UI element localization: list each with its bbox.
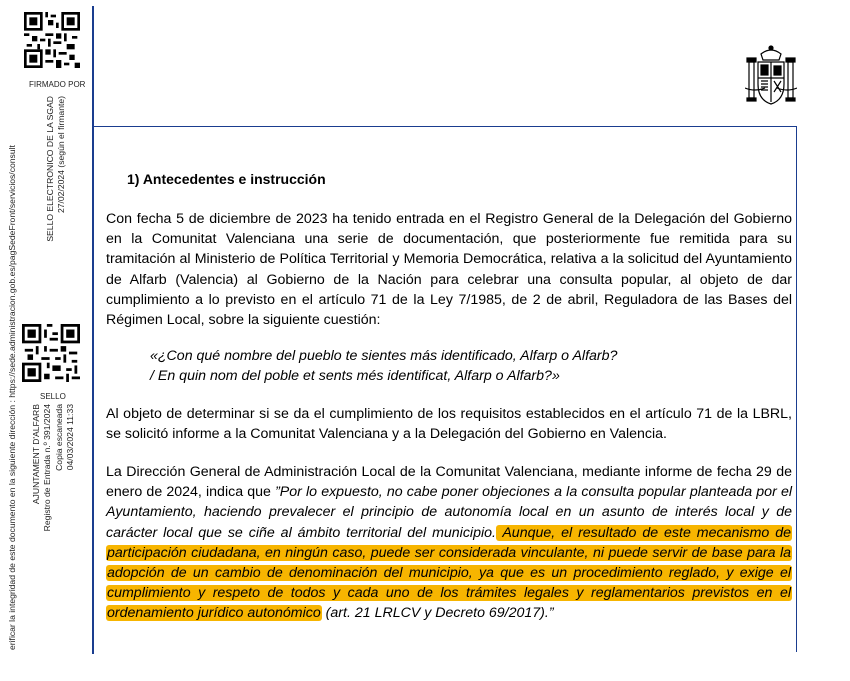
paragraph-informe (106, 462, 792, 624)
ajuntament-seal-line-1: AJUNTAMENT D'ALFARB (31, 404, 41, 505)
qr-code-top (24, 12, 80, 68)
informe-quote: ”Por lo expuesto, no cabe poner objeciones a la consulta popular planteada por el Ayuntamiento, haciendo prevalecer el principio de autonomía local en un asunto de interés local y de carácter local que se ciñe al ámbito territorial del municipio. (106, 484, 792, 541)
ajuntament-seal-line-3: Copia escaneada (54, 404, 64, 471)
informe-intro: La Dirección General de Administración Local de la Comunitat Valenciana, mediante informe de fecha 29 de enero de 2024, indica que (106, 464, 792, 501)
highlighted-passage: Aunque, el resultado de este mecanismo de participación ciudadana, en ningún caso, puede ser considerada vinculante, ni puede servir de base para la adopción de un cambio de denominación del municipio, ya que es un procedimiento reglado, y exige el cumplimiento y respeto de todos y cada uno de los trámites legales y reglamentarios previstos en el ordenamiento jurídico autonómico (107, 524, 791, 622)
section-heading: 1) Antecedentes e instrucción (127, 171, 326, 187)
paragraph-antecedentes: Con fecha 5 de diciembre de 2023 ha tenido entrada en el Registro General de la Delegación del Gobierno en la Comunitat Valenciana una serie de documentación, que posteriormente fue remitida para su tramitación al Ministerio de Política Territorial y Memoria Democrática, relativa a la solicitud del Ayuntamiento de Alfarb (Valencia) al Gobierno de la Nación para celebrar una consulta popular, al objeto de dar cumplimiento a lo previsto en el artículo 71 de la Ley 7/1985, de 2 de abril, Reguladora de las Bases del Régimen Local, sobre la siguiente cuestión: (106, 211, 792, 329)
informe-reference: (art. 21 LRLCV y Decreto 69/2017).” (321, 605, 554, 622)
firmado-por-label: FIRMADO POR (29, 80, 86, 89)
qr-code-bottom (22, 324, 80, 382)
coat-of-arms-icon (745, 44, 797, 110)
signature-margin (0, 0, 93, 681)
ajuntament-seal-line-2: Registro de Entrada n.º 391/2024 (42, 404, 52, 532)
verification-url-text: erificar la integridad de este documento en la siguiente dirección : https://sede.administracion.gob.es/pagSedeFront/servicios/consult (7, 145, 17, 650)
sgad-seal-line-2: 27/02/2024 (según el firmante) (56, 96, 66, 214)
sgad-seal-line-1: SELLO ELECTRONICO DE LA SGAD (45, 96, 55, 242)
ajuntament-seal-line-4: 04/03/2024 11:33 (65, 404, 75, 471)
consulta-question-va: / En quin nom del poble et sents més identificat, Alfarp o Alfarb?» (150, 368, 560, 384)
sello-label: SELLO (40, 392, 66, 401)
consulta-question-es: «¿Con qué nombre del pueblo te sientes más identificado, Alfarp o Alfarb? (150, 348, 618, 364)
paragraph-requisitos: Al objeto de determinar si se da el cumplimiento de los requisitos establecidos en el artículo 71 de la LBRL, se solicitó informe a la Comunitat Valenciana y a la Delegación del Gobierno en Valencia. (106, 406, 792, 443)
